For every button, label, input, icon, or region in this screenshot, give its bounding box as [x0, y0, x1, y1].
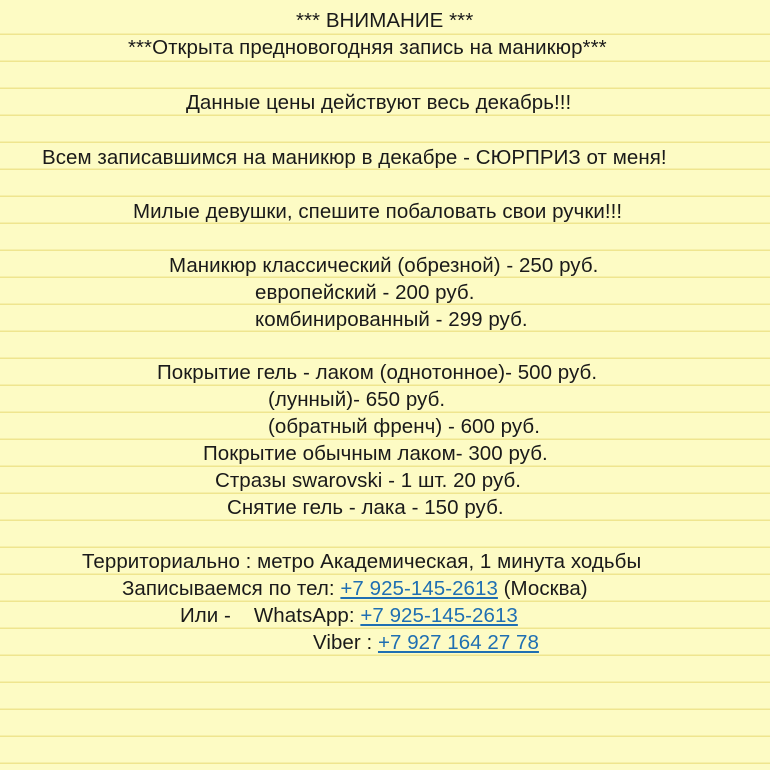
price-gel-removal: Снятие гель - лака - 150 руб. [227, 496, 504, 519]
price-gel-reverse-french: (обратный френч) - 600 руб. [268, 415, 540, 438]
price-swarovski: Стразы swarovski - 1 шт. 20 руб. [215, 469, 522, 492]
price-manicure-combined: комбинированный - 299 руб. [255, 308, 528, 331]
price-regular-polish: Покрытие обычным лаком- 300 руб. [203, 442, 548, 465]
phone-city: (Москва) [497, 577, 588, 600]
price-gel-lunar: (лунный)- 650 руб. [268, 388, 446, 411]
whatsapp-line [180, 603, 518, 629]
whatsapp-link[interactable]: +7 925-145-2613 [360, 604, 518, 627]
price-manicure-european: европейский - 200 руб. [255, 281, 475, 304]
viber-line [313, 630, 539, 656]
price-gel-solid: Покрытие гель - лаком (однотонное)- 500 руб. [157, 361, 598, 384]
viber-label: Viber : [313, 631, 378, 654]
location-text: Территориально : метро Академическая, 1 минута ходьбы [82, 550, 642, 573]
note-heading: *** ВНИМАНИЕ *** [296, 9, 474, 32]
phone-link[interactable]: +7 925-145-2613 [340, 577, 498, 600]
invitation-text: Милые девушки, спешите побаловать свои ручки!!! [133, 200, 623, 223]
price-manicure-classic: Маникюр классический (обрезной) - 250 руб. [169, 254, 599, 277]
prices-valid-text: Данные цены действуют весь декабрь!!! [186, 91, 572, 114]
whatsapp-label: Или - WhatsApp: [180, 604, 361, 627]
phone-line [122, 576, 588, 602]
surprise-text: Всем записавшимся на маникюр в декабре - СЮРПРИЗ от меня! [42, 146, 667, 169]
announcement-text: ***Открыта предновогодняя запись на маникюр*** [128, 36, 607, 59]
phone-label: Записываемся по тел: [122, 577, 341, 600]
viber-link[interactable]: +7 927 164 27 78 [377, 631, 539, 654]
